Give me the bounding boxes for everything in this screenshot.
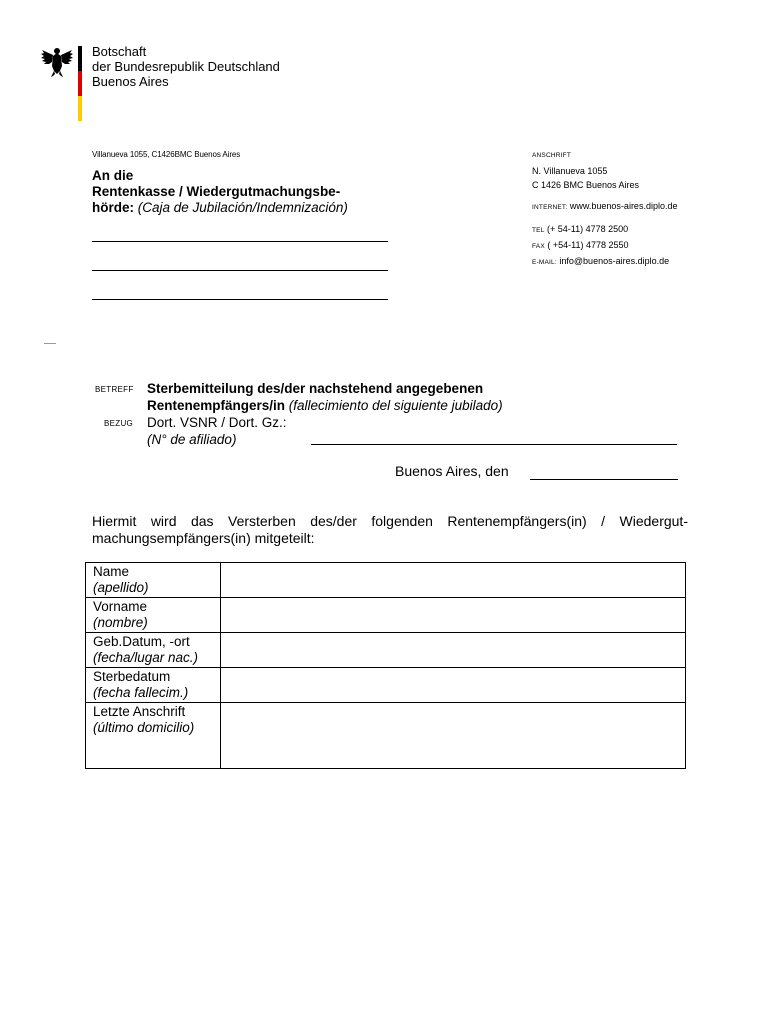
recipient-address-line-1[interactable] (92, 241, 388, 242)
row-label: Vorname (93, 599, 148, 614)
email-label: E-MAIL: (532, 259, 557, 266)
fax-number: ( +54-11) 4778 2550 (547, 240, 629, 250)
birth-value-cell[interactable] (221, 633, 686, 668)
recipient-address-line-2[interactable] (92, 270, 388, 271)
reference-line-1: Dort. VSNR / Dort. Gz.: (147, 415, 287, 430)
sender-line: Villanueva 1055, C1426BMC Buenos Aires (92, 150, 241, 159)
row-label-cell (86, 633, 221, 668)
date-place: Buenos Aires, den (395, 463, 509, 479)
deceased-data-table (85, 562, 686, 769)
org-line-1: Botschaft (92, 44, 147, 59)
row-sublabel: (nombre) (93, 615, 148, 630)
recipient-address-line-3[interactable] (92, 299, 388, 300)
row-label-cell (86, 668, 221, 703)
row-sublabel: (último domicilio) (93, 720, 195, 735)
contact-address-1: N. Villanueva 1055 (532, 166, 608, 176)
recipient-line-2: Rentenkasse / Wiedergutmachungsbe- (92, 184, 341, 199)
reference-block (147, 414, 707, 448)
subject-line-1: Sterbemitteilung des/der nachstehend angegebenen (147, 381, 484, 396)
subject-line-2: Rentenempfängers/in (147, 398, 286, 413)
table-row (86, 633, 686, 668)
org-line-3: Buenos Aires (92, 74, 169, 89)
name-value-cell[interactable] (221, 563, 686, 598)
row-label-cell (86, 563, 221, 598)
table-row (86, 668, 686, 703)
row-label-cell (86, 703, 221, 769)
tel-label: TEL (532, 227, 545, 234)
flag-bar (78, 46, 82, 121)
betreff-label: BETREFF (95, 385, 134, 394)
federal-eagle-logo (40, 44, 74, 78)
row-sublabel: (apellido) (93, 580, 149, 595)
recipient-block (92, 168, 402, 216)
recipient-line-1: An die (92, 168, 134, 183)
embassy-name (92, 44, 280, 89)
reference-number-field[interactable] (311, 444, 677, 445)
subject-line-2-translation: (fallecimiento del siguiente jubilado) (288, 398, 503, 413)
subject-block (147, 380, 707, 414)
intro-text: Hiermit wird das Versterben des/der folgenden Rentenempfängers(in) / Wiedergut-machungsempfängers(in) mitgeteilt: (92, 513, 688, 546)
reference-line-2: (N° de afiliado) (147, 432, 237, 447)
row-sublabel: (fecha/lugar nac.) (93, 650, 199, 665)
recipient-line-3: hörde: (92, 200, 134, 215)
flag-stripe-gold (78, 96, 82, 121)
fold-mark (44, 343, 56, 344)
row-sublabel: (fecha fallecim.) (93, 685, 189, 700)
bezug-label: BEZUG (104, 419, 134, 428)
internet-url: www.buenos-aires.diplo.de (569, 201, 678, 211)
row-label-cell (86, 598, 221, 633)
death-date-value-cell[interactable] (221, 668, 686, 703)
row-label: Letzte Anschrift (93, 704, 186, 719)
internet-label: INTERNET: (532, 204, 568, 211)
row-label: Geb.Datum, -ort (93, 634, 190, 649)
contact-block (532, 150, 752, 270)
table-row (86, 563, 686, 598)
table-row (86, 598, 686, 633)
flag-stripe-red (78, 71, 82, 96)
date-field[interactable] (530, 479, 678, 480)
tel-number: (+ 54-11) 4778 2500 (547, 224, 629, 234)
anschrift-label: ANSCHRIFT (532, 152, 571, 159)
row-label: Sterbedatum (93, 669, 171, 684)
fax-label: FAX (532, 243, 545, 250)
recipient-line-3-translation: (Caja de Jubilación/Indemnización) (137, 200, 348, 215)
contact-address-2: C 1426 BMC Buenos Aires (532, 180, 640, 190)
email-address: info@buenos-aires.diplo.de (559, 256, 670, 266)
row-label: Name (93, 564, 130, 579)
org-line-2: der Bundesrepublik Deutschland (92, 59, 280, 74)
last-address-value-cell[interactable] (221, 703, 686, 769)
vorname-value-cell[interactable] (221, 598, 686, 633)
flag-stripe-black (78, 46, 82, 71)
table-row (86, 703, 686, 769)
